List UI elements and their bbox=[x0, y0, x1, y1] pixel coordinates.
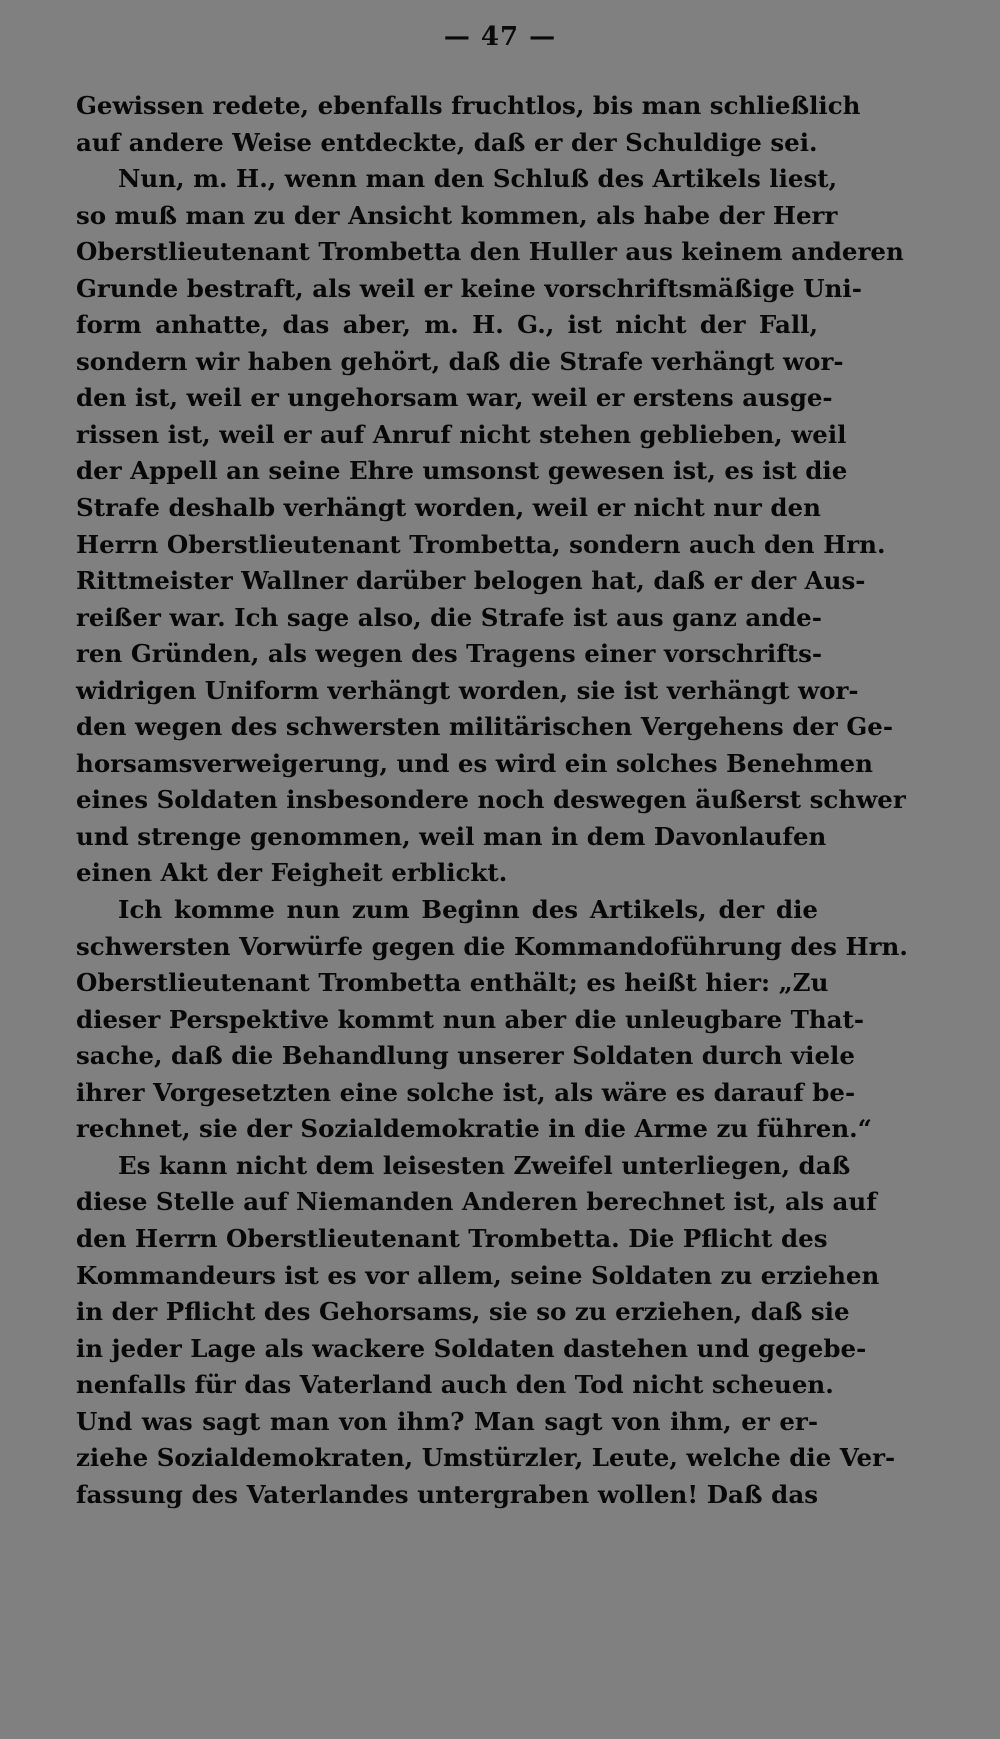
text-line: rechnet, sie der Sozialdemokratie in die Arme zu führen.“ bbox=[76, 1114, 872, 1144]
text-line: Es kann nicht dem leisesten Zweifel unterliegen, daß bbox=[118, 1150, 851, 1180]
text-line: fassung des Vaterlandes untergraben wollen! Daß das bbox=[76, 1479, 818, 1509]
text-line: nenfalls für das Vaterland auch den Tod nicht scheuen. bbox=[76, 1370, 834, 1400]
text-line: reißer war. Ich sage also, die Strafe ist aus ganz ande- bbox=[76, 602, 822, 632]
text-line: horsamsverweigerung, und es wird ein solches Benehmen bbox=[76, 748, 873, 778]
text-line: Kommandeurs ist es vor allem, seine Soldaten zu erziehen bbox=[76, 1260, 880, 1290]
text-line: Oberstlieutenant Trombetta den Huller aus keinem anderen bbox=[76, 237, 904, 267]
text-line: sondern wir haben gehört, daß die Strafe verhängt wor- bbox=[76, 346, 844, 376]
text-line: einen Akt der Feigheit erblickt. bbox=[76, 858, 508, 888]
text-line: sache, daß die Behandlung unserer Soldaten durch viele bbox=[76, 1041, 855, 1071]
text-line: Gewissen redete, ebenfalls fruchtlos, bis man schließlich bbox=[76, 91, 861, 120]
text-line: Grunde bestraft, als weil er keine vorschriftsmäßige Uni- bbox=[76, 273, 862, 303]
text-line: Nun, m. H., wenn man den Schluß des Artikels liest, bbox=[118, 164, 838, 194]
page-number: — 47 — bbox=[443, 22, 557, 52]
text-line: Ich komme nun zum Beginn des Artikels, der die bbox=[118, 895, 818, 925]
text-line: in der Pflicht des Gehorsams, sie so zu erziehen, daß sie bbox=[76, 1297, 850, 1327]
text-line: den wegen des schwersten militärischen Vergehens der Ge- bbox=[76, 712, 894, 742]
text-line: in jeder Lage als wackere Soldaten dastehen und gegebe- bbox=[76, 1333, 867, 1363]
text-line: form anhatte, das aber, m. H. G., ist nicht der Fall, bbox=[76, 310, 818, 340]
text-line: schwersten Vorwürfe gegen die Kommandoführung des Hrn. bbox=[76, 931, 908, 961]
text-line: so muß man zu der Ansicht kommen, als habe der Herr bbox=[76, 200, 838, 230]
text-line: Und was sagt man von ihm? Man sagt von ihm, er er- bbox=[76, 1406, 818, 1436]
text-line: ziehe Sozialdemokraten, Umstürzler, Leute, welche die Ver- bbox=[76, 1443, 896, 1473]
text-line: den ist, weil er ungehorsam war, weil er erstens ausge- bbox=[76, 383, 833, 413]
text-line: Strafe deshalb verhängt worden, weil er nicht nur den bbox=[76, 493, 821, 523]
text-line: widrigen Uniform verhängt worden, sie ist verhängt wor- bbox=[76, 675, 859, 705]
text-line: Herrn Oberstlieutenant Trombetta, sondern auch den Hrn. bbox=[76, 529, 886, 559]
text-line: ihrer Vorgesetzten eine solche ist, als wäre es darauf be- bbox=[76, 1077, 856, 1107]
text-line: und strenge genommen, weil man in dem Davonlaufen bbox=[76, 821, 827, 851]
text-line: eines Soldaten insbesondere noch deswegen äußerst schwer bbox=[76, 785, 906, 815]
text-line: Oberstlieutenant Trombetta enthält; es heißt hier: „Zu bbox=[76, 968, 829, 998]
text-line: den Herrn Oberstlieutenant Trombetta. Die Pflicht des bbox=[76, 1223, 828, 1253]
text-line: der Appell an seine Ehre umsonst gewesen ist, es ist die bbox=[76, 456, 848, 486]
text-line: dieser Perspektive kommt nun aber die unleugbare That- bbox=[76, 1004, 865, 1034]
text-line: Rittmeister Wallner darüber belogen hat, daß er der Aus- bbox=[76, 566, 866, 596]
body-text bbox=[76, 88, 908, 1513]
text-line: ren Gründen, als wegen des Tragens einer vorschrifts- bbox=[76, 639, 823, 669]
text-line: diese Stelle auf Niemanden Anderen berechnet ist, als auf bbox=[76, 1187, 877, 1217]
text-line: auf andere Weise entdeckte, daß er der Schuldige sei. bbox=[76, 127, 818, 157]
text-line: rissen ist, weil er auf Anruf nicht stehen geblieben, weil bbox=[76, 419, 847, 449]
